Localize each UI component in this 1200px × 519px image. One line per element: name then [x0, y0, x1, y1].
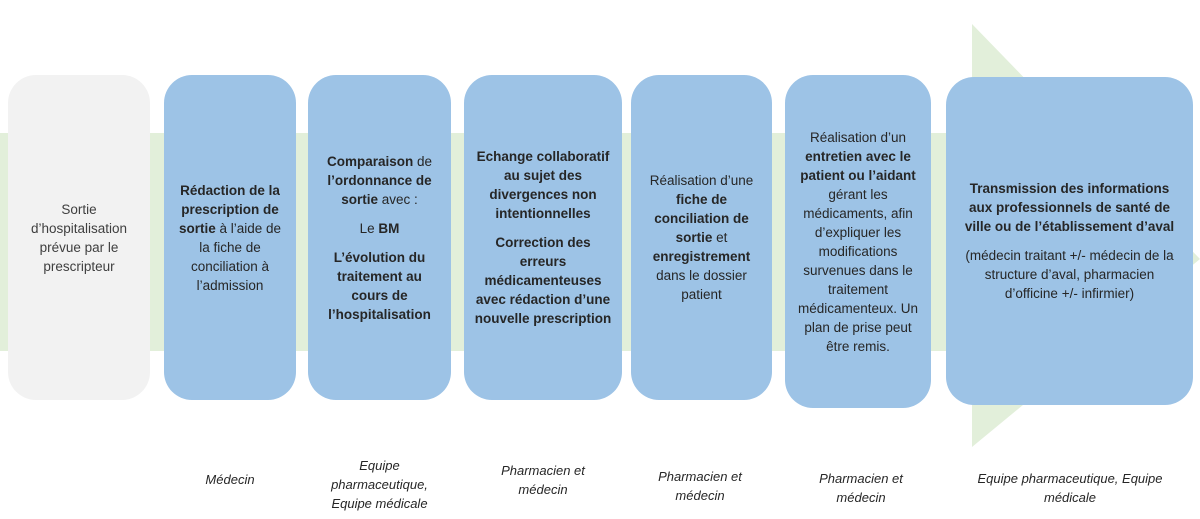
step-4-bold-b: Correction des erreurs médicamenteuses avec rédaction d’une nouvelle prescription — [474, 235, 612, 326]
step-collaborative-exchange — [464, 75, 622, 400]
step-6-bold: entretien avec le patient ou l’aidant — [800, 148, 916, 183]
step-3-text-b: avec : — [377, 191, 418, 207]
role-step-7: Equipe pharmaceutique, Equipe médicale — [977, 471, 1163, 505]
role-step-4: Pharmacien et médecin — [501, 463, 585, 497]
role-step-6: Pharmacien et médecin — [819, 471, 903, 505]
step-hospital-discharge — [8, 75, 150, 400]
step-5-bold-a: fiche de conciliation de sortie — [654, 192, 749, 245]
step-3-bold-b: l’ordonnance de sortie — [327, 172, 432, 207]
role-step-2: Médecin — [205, 472, 255, 487]
step-3-bold-c: BM — [378, 220, 400, 236]
role-step-3: Equipe pharmaceutique, Equipe médicale — [331, 458, 428, 511]
step-7-text: (médecin traitant +/- médecin de la structure d’aval, pharmacien d’officine +/- infirmier) — [965, 248, 1174, 301]
step-4-bold-a: Echange collaboratif au sujet des divergences non intentionnelles — [476, 149, 610, 221]
step-5-bold-b: enregistrement — [652, 249, 751, 264]
step-comparison — [308, 75, 451, 400]
role-step-5: Pharmacien et médecin — [658, 469, 742, 503]
step-3-text-a: de — [413, 153, 433, 169]
step-prescription-writing — [164, 75, 296, 400]
step-3-bold-d: L’évolution du traitement au cours de l’hospitalisation — [328, 249, 431, 322]
step-patient-interview — [785, 75, 931, 408]
step-3-text-c: Le — [359, 220, 379, 236]
step-7-bold: Transmission des informations aux professionnels de santé de ville ou de l’établissement d’aval — [964, 181, 1175, 234]
step-6-text-a: Réalisation d’un — [809, 129, 907, 145]
step-1-text: Sortie d’hospitalisation prévue par le prescripteur — [30, 201, 128, 274]
step-5-text-a: Réalisation d’une — [649, 173, 754, 188]
step-5-text-b: et — [712, 230, 728, 245]
step-6-text-b: gérant les médicaments, afin d’expliquer les modifications survenues dans le traitement médicamenteux. Un plan de prise peut être remis. — [797, 186, 919, 354]
step-information-transmission — [946, 77, 1193, 405]
step-5-text-c: dans le dossier patient — [656, 268, 747, 302]
step-2-text: à l’aide de la fiche de conciliation à l’admission — [190, 220, 282, 293]
step-2-bold: Rédaction de la prescription de sortie — [178, 182, 280, 236]
step-conciliation-sheet — [631, 75, 772, 400]
step-3-bold-a: Comparaison — [326, 153, 414, 169]
